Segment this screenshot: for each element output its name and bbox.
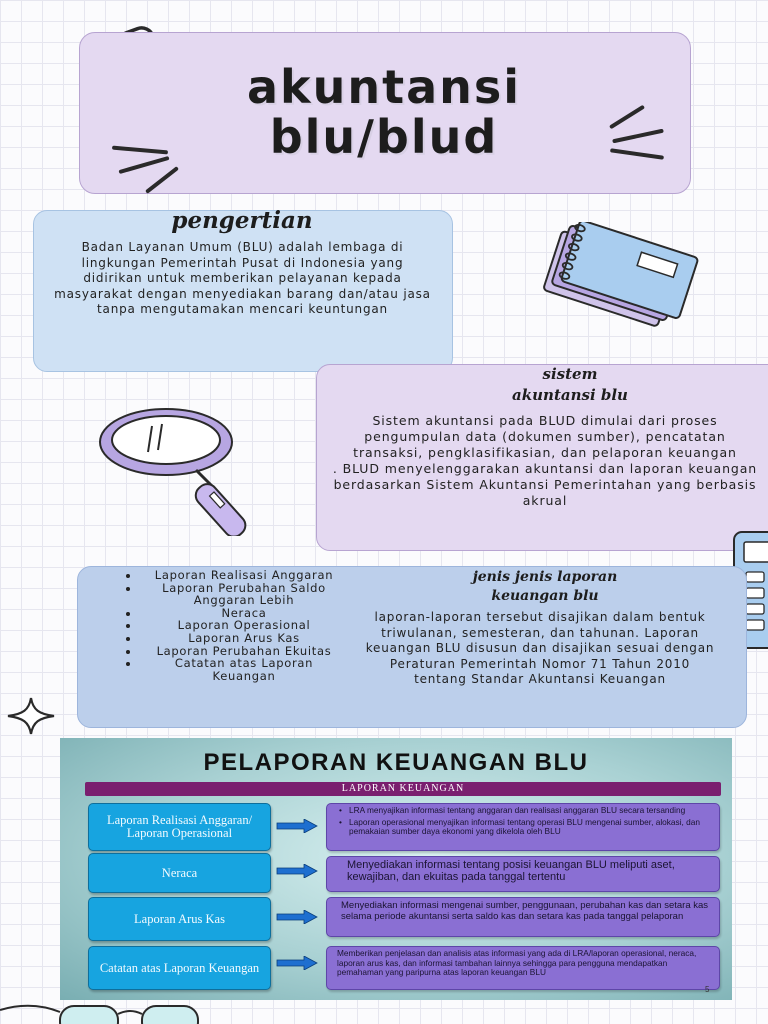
slide-label-text: Laporan Realisasi Anggaran/ Laporan Operasional (106, 813, 253, 840)
arrow-right-icon (276, 956, 318, 970)
system-text: Sistem akuntansi pada BLUD dimulai dari proses pengumpulan data (dokumen sumber), pencatatan transaksi, pengklasifikasian, dan pelaporan keuangan . BLUD menyelenggarakan akuntansi dan laporan keuangan berdasarkan Sistem Akuntansi Pemerintahan yang berbasis akrual (332, 413, 758, 508)
slide-description-box (326, 946, 720, 990)
slide-description-box (326, 803, 720, 851)
magnifier-icon (96, 404, 268, 536)
slide-description-box (326, 897, 720, 937)
list-item: Laporan Perubahan Saldo Anggaran Lebih (116, 582, 346, 607)
slide-page-number: 5 (705, 985, 710, 994)
report-types-text: laporan-laporan tersebut disajikan dalam bentuk triwulanan, semesteran, dan tahunan. Laporan keuangan BLU disusun dan disajikan sesuai dengan Peraturan Pemerintah Nomor 71 Tahun 2010 tentang Standar Akuntansi Keuangan (365, 610, 715, 686)
slide-label-text: Laporan Arus Kas (134, 911, 225, 926)
slide-label-text: Neraca (161, 865, 198, 880)
glasses-icon (0, 998, 200, 1024)
slide-description-text: Memberikan penjelasan dan analisis atas informasi yang ada di LRA/laporan operasional, neraca, laporan arus kas, dan informasi tambahan lainnya sehingga para pengguna mendapatkan pemahaman yang paripurna atas laporan keuangan BLU (337, 948, 697, 978)
definition-heading: pengertian (171, 207, 313, 234)
sparkle-icon (6, 696, 56, 736)
list-item: Laporan Perubahan Ekuitas (116, 645, 346, 658)
list-item: Laporan Realisasi Anggaran (116, 569, 346, 582)
slide-label-box (88, 803, 271, 851)
list-item: Laporan Arus Kas (116, 632, 346, 645)
slide-label-box (88, 946, 271, 990)
list-item: Laporan Operasional (116, 619, 346, 632)
slide-section-bar: LAPORAN KEUANGAN (85, 782, 721, 796)
slide-description-box (326, 856, 720, 892)
list-item: • Laporan operasional menyajikan informasi tentang operasi BLU mengenai sumber, alokasi, dan pemakaian sumber daya ekonomi yang dikelola oleh BLU (349, 818, 711, 837)
slide-description-text: Menyediakan informasi tentang posisi keuangan BLU meliputi aset, kewajiban, dan ekuitas pada tanggal tertentu (347, 859, 675, 883)
title-line-1: akuntansi (246, 60, 522, 114)
slide-title: PELAPORAN KEUANGAN BLU (203, 749, 589, 776)
list-item: • LRA menyajikan informasi tentang anggaran dan realisasi anggaran BLU secara tersanding (349, 806, 711, 816)
report-types-heading (395, 568, 695, 606)
system-heading-line-2: akuntansi blu (512, 386, 628, 404)
slide-label-text: Catatan atas Laporan Keuangan (99, 960, 260, 975)
slide-label-box (88, 853, 271, 893)
slide-description-text: Menyediakan informasi mengenai sumber, penggunaan, perubahan kas dan setara kas selama periode akuntansi serta saldo kas dan setara kas pada tanggal pelaporan (341, 900, 709, 922)
system-heading (440, 364, 700, 406)
arrow-right-icon (276, 819, 318, 833)
system-heading-line-1: sistem (542, 365, 598, 383)
arrow-right-icon (276, 864, 318, 878)
arrow-right-icon (276, 910, 318, 924)
list-item: Catatan atas Laporan Keuangan (116, 657, 346, 682)
report-types-heading-line-2: keuangan blu (491, 588, 599, 604)
report-types-heading-line-1: jenis jenis laporan (472, 569, 618, 585)
list-item: Neraca (116, 607, 346, 620)
notebook-icon (520, 222, 715, 337)
slide-label-box (88, 897, 271, 941)
definition-text: Badan Layanan Umum (BLU) adalah lembaga di lingkungan Pemerintah Pusat di Indonesia yang didirikan untuk memberikan pelayanan kepada masyarakat dengan menyediakan barang dan/atau jasa tanpa mengutamakan mencari keuntungan (54, 240, 431, 316)
report-types-list (116, 569, 346, 682)
title-line-2: blu/blud (269, 110, 499, 164)
